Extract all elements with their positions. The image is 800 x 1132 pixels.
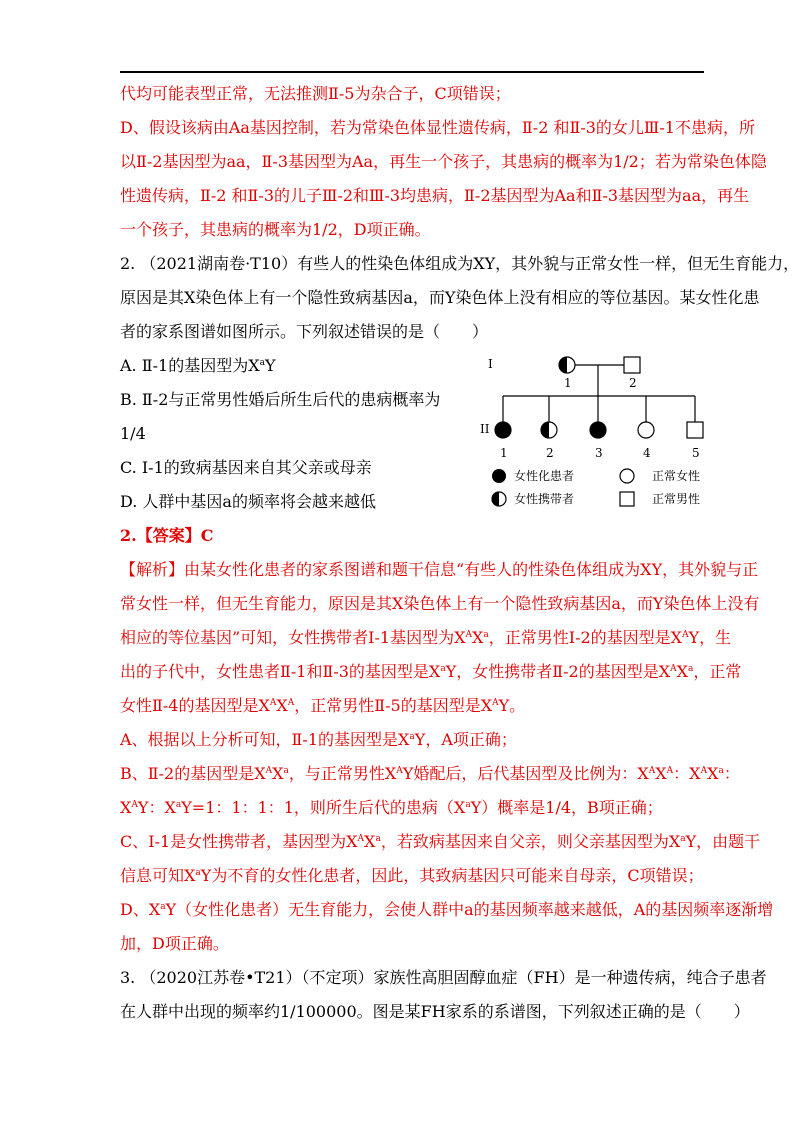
text-line (120, 423, 146, 445)
text-span: A. Ⅱ-1的基因型为X (120, 356, 260, 375)
text-span: 女性Ⅱ-4的基因型是X (120, 696, 270, 715)
gen2-number-5: 5 (692, 446, 700, 460)
text-line (120, 185, 749, 207)
superscript: a (375, 834, 381, 844)
text-span: C、Ⅰ-1是女性携带者，基因型为X (120, 832, 358, 851)
text-span: 加，D项正确。 (120, 934, 229, 953)
text-span: X (655, 764, 667, 783)
text-span: B. Ⅱ-2与正常男性婚后所生后代的患病概率为 (120, 390, 441, 409)
text-line (120, 797, 663, 819)
text-span: 以Ⅱ-2基因型为aa，Ⅱ-3基因型为Aa，再生一个孩子，其患病的概率为1/2；若为常染色体隐 (120, 152, 767, 171)
superscript: a (259, 358, 265, 368)
text-span: A、根据以上分析可知，Ⅱ-1的基因型是X (120, 730, 410, 749)
text-span: ，正常男性Ⅱ-5的基因型是X (294, 696, 493, 715)
superscript: A (265, 766, 273, 776)
text-span: D. 人群中基因a的频率将会越来越低 (120, 492, 376, 511)
superscript: a (688, 664, 694, 674)
superscript: A (357, 834, 365, 844)
text-span: 信息可知X (120, 866, 196, 885)
text-span: 2.【答案】C (120, 526, 214, 545)
text-line (120, 831, 760, 853)
superscript: a (409, 732, 415, 742)
text-span: X (676, 662, 689, 681)
superscript: A (396, 766, 403, 776)
text-span: X (707, 764, 719, 783)
text-span: Y，由题干 (685, 832, 761, 851)
superscript: A (700, 766, 708, 776)
text-span: Y：X (137, 798, 176, 817)
gen-label-2: II (480, 422, 490, 436)
gen2-number-1: 1 (500, 446, 508, 460)
superscript: a (680, 834, 686, 844)
text-line (120, 899, 773, 921)
superscript: A (648, 766, 656, 776)
superscript: A (682, 630, 689, 640)
text-line (120, 491, 376, 513)
legend-affected-label: 女性化患者 (514, 469, 575, 483)
superscript: A (670, 664, 677, 674)
text-span: ，若致病基因来自父亲，则父亲基因型为X (380, 832, 681, 851)
text-span: 者的家系图谱如图所示。下列叙述错误的是（ ） (120, 322, 489, 341)
superscript: A (465, 630, 472, 640)
text-span: 原因是其X染色体上有一个隐性致病基因a，而Y染色体上没有相应的等位基因。某女性化患 (120, 288, 760, 307)
header-rule (120, 71, 704, 73)
text-span: ：X (673, 764, 701, 783)
superscript: a (465, 800, 471, 810)
text-line (120, 355, 276, 377)
text-line (120, 593, 760, 615)
text-span: 【解析】由某女性化患者的家系图谱和题干信息“有些人的性染色体组成为XY，其外貌与正 (120, 560, 759, 579)
text-line (120, 457, 372, 479)
text-span: Y（女性化患者）无生育能力，会使人群中a的基因频率越来越低，A的基因频率逐渐增 (165, 900, 774, 919)
text-span: 出的子代中，女性患者Ⅱ-1和Ⅱ-3的基因型是X (120, 662, 441, 681)
gen2-normal-female-4 (638, 422, 654, 438)
superscript: A (131, 800, 138, 810)
text-span: 2. （2021湖南卷·T10）有些人的性染色体组成为XY，其外貌与正常女性一样，但无生育能力， (120, 254, 800, 273)
text-span: Y (264, 356, 276, 375)
text-span: 1/4 (120, 424, 146, 443)
superscript: a (195, 868, 201, 878)
text-span: Y，生 (688, 628, 732, 647)
text-span: ： (723, 764, 740, 783)
legend-normal-male-label: 正常男性 (652, 492, 701, 506)
text-line (120, 763, 740, 785)
text-span: 一个孩子，其患病的概率为1/2，D项正确。 (120, 220, 431, 239)
text-line (120, 627, 731, 649)
text-span: B、Ⅱ-2的基因型是X (120, 764, 266, 783)
gen-label-1: I (488, 357, 493, 371)
legend-carrier-label: 女性携带者 (514, 492, 575, 506)
text-span: X (272, 764, 284, 783)
text-span: X (471, 628, 484, 647)
text-span: X (276, 696, 288, 715)
legend-normal-female-symbol (620, 469, 634, 483)
gen1-number-2: 2 (629, 376, 637, 390)
gen2-number-3: 3 (595, 446, 603, 460)
superscript: A (666, 766, 674, 776)
text-span: C. I-1的致病基因来自其父亲或母亲 (120, 458, 372, 477)
legend-carrier-symbol (492, 492, 506, 506)
gen2-affected-3 (590, 422, 606, 438)
text-line (120, 933, 229, 955)
gen1-male-normal (624, 357, 640, 373)
superscript: a (160, 902, 166, 912)
text-span: Y，女性携带者Ⅱ-2的基因型是X (445, 662, 671, 681)
text-span: Y为不育的女性化患者，因此，其致病基因只可能来自母亲，C项错误； (200, 866, 704, 885)
text-span: D、X (120, 900, 161, 919)
text-span: Y。 (498, 696, 526, 715)
text-span: X (364, 832, 376, 851)
text-line (120, 321, 488, 343)
text-line (120, 151, 767, 173)
text-line (120, 661, 741, 683)
superscript: a (175, 800, 182, 810)
text-span: D、假设该病由Aa基因控制，若为常染色体显性遗传病，Ⅱ-2 和Ⅱ-3的女儿Ⅲ-1不患病，所 (120, 118, 755, 137)
pedigree-diagram (470, 340, 740, 520)
gen2-number-4: 4 (643, 446, 651, 460)
text-line (120, 729, 517, 751)
text-span: 性遗传病，Ⅱ-2 和Ⅱ-3的儿子Ⅲ-2和Ⅲ-3均患病，Ⅱ-2基因型为Aa和Ⅱ-3基因型为aa，再生 (120, 186, 750, 205)
text-span: 在人群中出现的频率约1/100000。图是某FH家系的系谱图，下列叙述正确的是（ ） (120, 1002, 750, 1021)
superscript: A (492, 698, 499, 708)
gen2-carrier-2 (541, 422, 557, 438)
legend-normal-male-symbol (620, 492, 634, 506)
text-line (120, 695, 525, 717)
text-span: 相应的等位基因”可知，女性携带者Ⅰ-1基因型为X (120, 628, 466, 647)
text-span: 常女性一样，但无生育能力，原因是其X染色体上有一个隐性致病基因a，而Y染色体上没有 (120, 594, 760, 613)
text-line (120, 559, 758, 581)
text-span: ，正常男性Ⅰ-2的基因型是X (488, 628, 683, 647)
gen1-number-1: 1 (564, 376, 572, 390)
superscript: A (269, 698, 277, 708)
superscript: a (283, 766, 289, 776)
gen1-female-carrier (559, 357, 575, 373)
text-span: Y，A项正确； (414, 730, 517, 749)
legend-normal-female-label: 正常女性 (652, 469, 701, 483)
text-line (120, 253, 799, 275)
superscript: a (718, 766, 724, 776)
text-line (120, 525, 213, 547)
text-line (120, 1001, 750, 1023)
text-line (120, 865, 704, 887)
gen2-number-2: 2 (546, 446, 554, 460)
text-line (120, 389, 440, 411)
text-span: 3. （2020江苏卷•T21）（不定项）家族性高胆固醇血症（FH）是一种遗传病，纯合子患者 (120, 968, 767, 987)
text-span: Y=1：1：1：1，则所生后代的患病（X (181, 798, 466, 817)
gen2-normal-male-5 (687, 422, 703, 438)
superscript: A (287, 698, 295, 708)
text-span: 代均可能表型正常，无法推测Ⅱ-5为杂合子，C项错误； (120, 84, 511, 103)
text-line (120, 219, 431, 241)
text-span: X (120, 798, 132, 817)
text-line (120, 287, 760, 309)
text-span: ，正常 (693, 662, 742, 681)
text-line (120, 117, 755, 139)
superscript: a (483, 630, 489, 640)
text-span: ，与正常男性X (288, 764, 397, 783)
text-span: Y）概率是1/4，B项正确； (470, 798, 663, 817)
text-line (120, 83, 511, 105)
text-span: Y婚配后，后代基因型及比例为：X (402, 764, 649, 783)
text-line (120, 967, 767, 989)
legend-affected-symbol (492, 469, 506, 483)
gen2-affected-1 (495, 422, 511, 438)
superscript: a (440, 664, 446, 674)
